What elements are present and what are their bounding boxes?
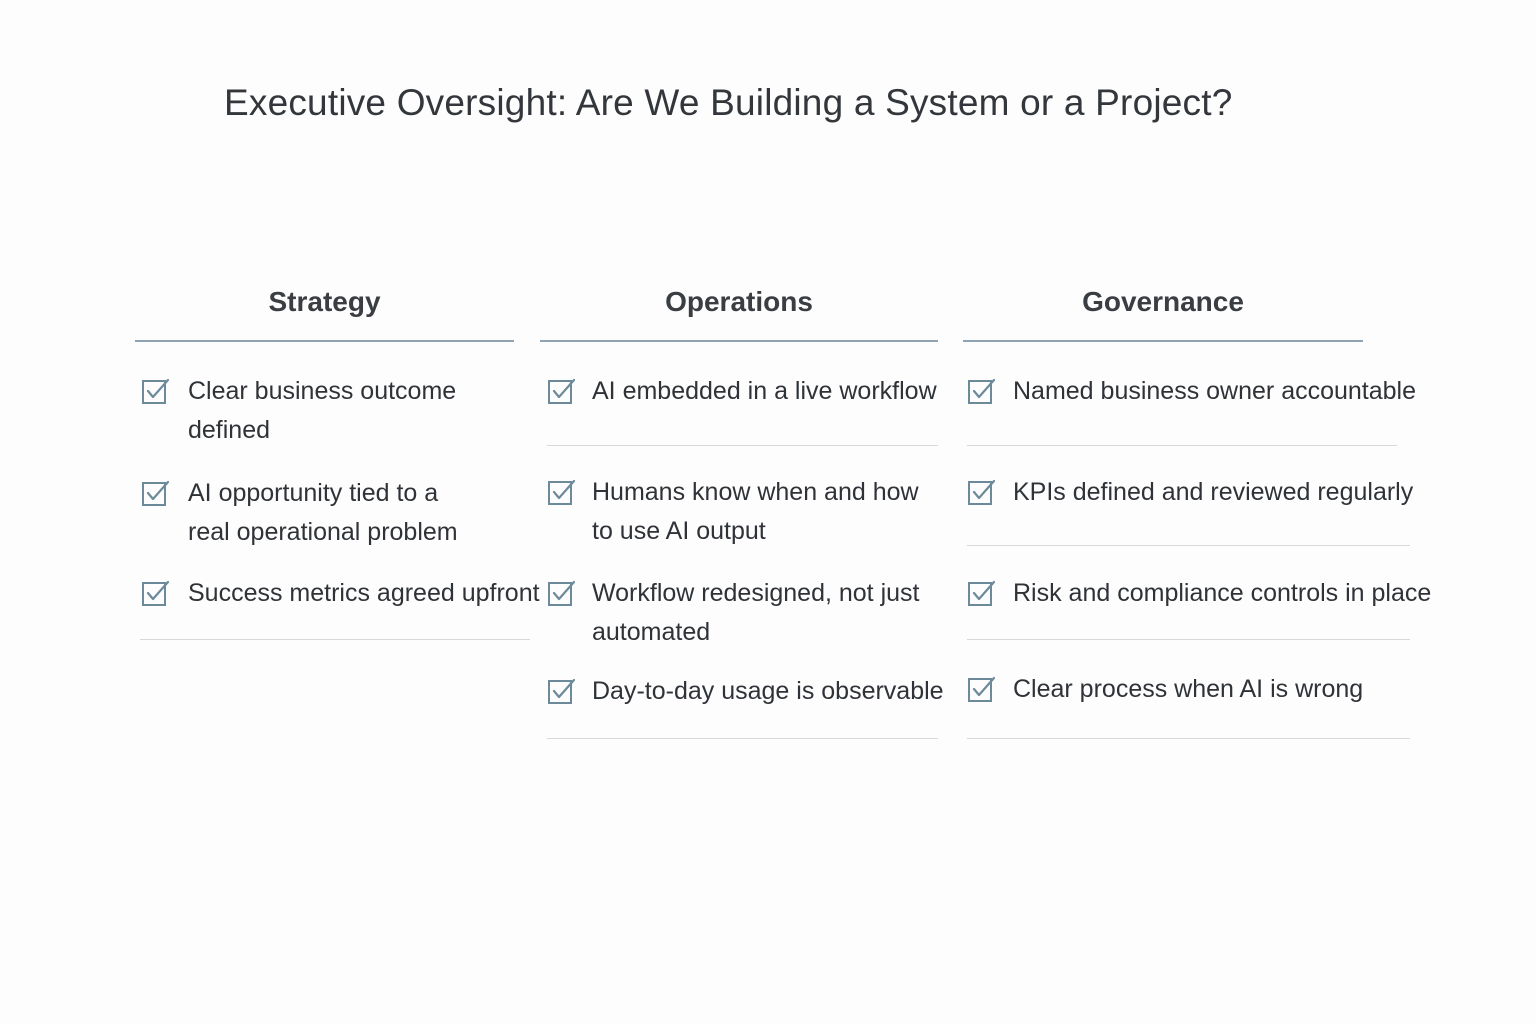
checklist-item-line: to use AI output bbox=[592, 517, 766, 545]
checklist-item-text bbox=[592, 473, 919, 551]
checklist-item-text bbox=[592, 574, 919, 652]
checklist-item-line: Humans know when and how bbox=[592, 478, 919, 506]
checklist-item-text bbox=[188, 574, 540, 613]
checkbox-checked-icon bbox=[141, 377, 169, 405]
checklist-item-line: automated bbox=[592, 618, 711, 646]
checklist-item-line: Success metrics agreed upfront bbox=[188, 579, 540, 607]
header-divider bbox=[135, 340, 514, 342]
item-divider bbox=[967, 738, 1410, 739]
checklist-item-line: AI embedded in a live workflow bbox=[592, 377, 937, 405]
checkbox-checked-icon bbox=[547, 377, 575, 405]
checkbox-checked-icon bbox=[547, 579, 575, 607]
item-divider bbox=[140, 639, 530, 640]
checklist-item-line: Clear business outcome bbox=[188, 377, 457, 405]
checklist-item-line: defined bbox=[188, 416, 271, 444]
checklist-item-line: AI opportunity tied to a bbox=[188, 479, 439, 507]
item-divider bbox=[547, 445, 938, 446]
checklist-item-line: real operational problem bbox=[188, 518, 458, 546]
checkbox-checked-icon bbox=[141, 479, 169, 507]
checkbox-checked-icon bbox=[547, 478, 575, 506]
item-divider bbox=[547, 738, 938, 739]
column-header: Governance bbox=[1082, 286, 1244, 317]
checklist-item-text bbox=[1013, 473, 1413, 512]
checkbox-checked-icon bbox=[967, 478, 995, 506]
checkbox-checked-icon bbox=[967, 377, 995, 405]
checklist-item-line: Named business owner accountable bbox=[1013, 377, 1417, 405]
checklist-item-text bbox=[188, 372, 456, 450]
item-divider bbox=[967, 545, 1410, 546]
checklist-item-line: Risk and compliance controls in place bbox=[1013, 579, 1432, 607]
item-divider bbox=[967, 445, 1397, 446]
checkbox-checked-icon bbox=[967, 675, 995, 703]
checkbox-checked-icon bbox=[141, 579, 169, 607]
checklist-item-line: Day-to-day usage is observable bbox=[592, 677, 944, 705]
checklist-item-line: KPIs defined and reviewed regularly bbox=[1013, 478, 1414, 506]
checklist-item-line: Workflow redesigned, not just bbox=[592, 579, 920, 607]
checklist-item-text bbox=[188, 474, 458, 552]
checkbox-checked-icon bbox=[967, 579, 995, 607]
column-header: Strategy bbox=[268, 286, 381, 317]
checklist-item-text bbox=[1013, 372, 1416, 411]
checklist-item-text bbox=[592, 672, 944, 711]
header-divider bbox=[540, 340, 938, 342]
item-divider bbox=[967, 639, 1410, 640]
checklist-item-text bbox=[1013, 670, 1363, 709]
checklist-item-text bbox=[592, 372, 937, 411]
page-title: Executive Oversight: Are We Building a System or a Project? bbox=[224, 82, 1233, 123]
checkbox-checked-icon bbox=[547, 677, 575, 705]
column-header: Operations bbox=[665, 286, 813, 317]
checklist-item-line: Clear process when AI is wrong bbox=[1013, 675, 1364, 703]
header-divider bbox=[963, 340, 1363, 342]
checklist-item-text bbox=[1013, 574, 1431, 613]
